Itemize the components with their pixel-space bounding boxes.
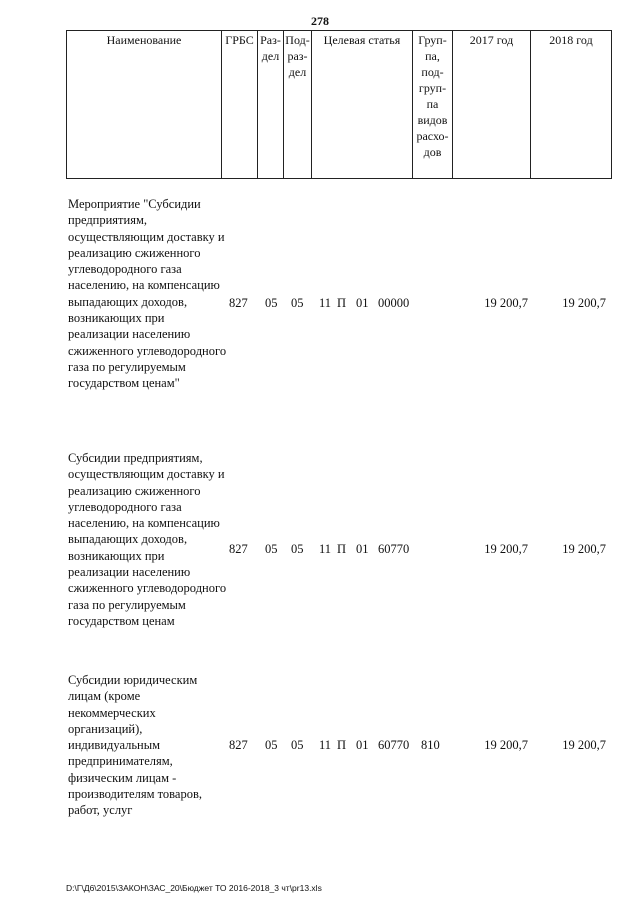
row-2018: 19 200,7 (562, 738, 606, 752)
header-group: Груп- па, под- груп- па видов расхо- дов (416, 33, 449, 159)
header-name: Наименование (106, 33, 182, 47)
row-razdel: 05 (265, 738, 278, 752)
row-target-code: 00000 (378, 296, 410, 310)
row-grbs: 827 (229, 542, 248, 556)
row-2018: 19 200,7 (562, 542, 606, 556)
row-razdel: 05 (265, 296, 278, 310)
page-number: 278 (311, 14, 329, 28)
row-podrazdel: 05 (291, 738, 304, 752)
row-target-event: 01 (356, 296, 369, 310)
header-razdel: Раз- дел (260, 33, 281, 63)
header-2018: 2018 год (549, 33, 593, 47)
row-target-sub: П (337, 738, 347, 752)
row-target-event: 01 (356, 542, 369, 556)
row-name: Субсидии предприятиям, осуществляющим доставку и реализацию сжиженного углеводородного газа населению, на компенсацию выпадающих доходов, возникающих при реализации населению сжиженного углеводородного газа по регулируемым государством ценам (68, 451, 227, 628)
row-group: 810 (421, 738, 440, 752)
row-grbs: 827 (229, 296, 248, 310)
row-2017: 19 200,7 (484, 296, 528, 310)
row-target-code: 60770 (378, 738, 410, 752)
row-target-program: 11 (319, 542, 332, 556)
row-razdel: 05 (265, 542, 278, 556)
header-2017: 2017 год (469, 33, 514, 47)
header-grbs: ГРБС (225, 33, 254, 47)
footer-file-path: D:\Г\Д6\2015\ЗАКОН\ЗАС_20\Бюджет ТО 2016-2018_3 чт\pr13.xls (66, 883, 322, 893)
row-2017: 19 200,7 (484, 542, 528, 556)
row-podrazdel: 05 (291, 296, 304, 310)
header-podrazdel: Под- раз- дел (285, 33, 310, 79)
row-target-sub: П (337, 296, 347, 310)
row-target-program: 11 (319, 296, 332, 310)
row-target-event: 01 (356, 738, 369, 752)
row-2017: 19 200,7 (484, 738, 528, 752)
row-podrazdel: 05 (291, 542, 304, 556)
row-target-sub: П (337, 542, 347, 556)
row-name: Мероприятие "Субсидии предприятиям, осуществляющим доставку и реализацию сжиженного углеводородного газа населению, на компенсацию выпадающих доходов, возникающих при реализации населению сжиженного углеводородного газа по регулируемым государством ценам" (68, 197, 227, 391)
row-2018: 19 200,7 (562, 296, 606, 310)
header-target: Целевая статья (323, 33, 401, 47)
row-grbs: 827 (229, 738, 248, 752)
row-name: Субсидии юридическим лицам (кроме некоммерческих организаций), индивидуальным предпринимателям, физическим лицам - производителям товаров, работ, услуг (68, 673, 202, 818)
row-target-code: 60770 (378, 542, 410, 556)
row-target-program: 11 (319, 738, 332, 752)
